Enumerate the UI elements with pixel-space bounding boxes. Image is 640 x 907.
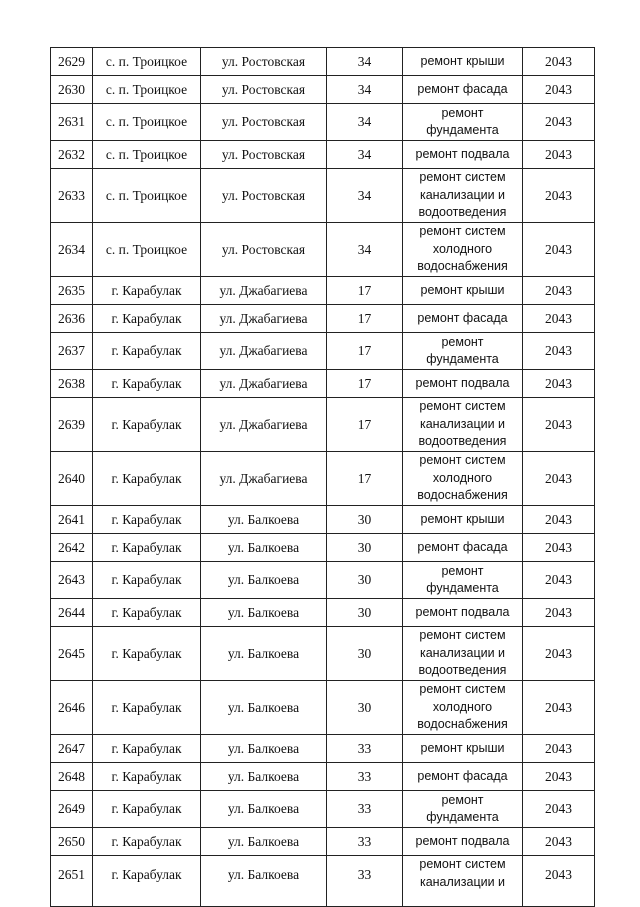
work-type-cell: ремонт подвала (403, 828, 523, 856)
house-number-cell: 30 (327, 562, 403, 599)
house-number-cell: 34 (327, 104, 403, 141)
locality-cell: г. Карабулак (93, 506, 201, 534)
year-cell: 2043 (523, 452, 595, 506)
year-cell: 2043 (523, 506, 595, 534)
house-number-cell: 33 (327, 735, 403, 763)
house-number-cell: 17 (327, 305, 403, 333)
house-number-cell: 17 (327, 452, 403, 506)
house-number-cell: 34 (327, 48, 403, 76)
street-cell: ул. Балкоева (201, 828, 327, 856)
row-number-cell: 2637 (51, 333, 93, 370)
locality-cell: г. Карабулак (93, 305, 201, 333)
house-number-cell: 34 (327, 76, 403, 104)
row-number-cell: 2633 (51, 169, 93, 223)
year-cell: 2043 (523, 370, 595, 398)
row-number-cell: 2640 (51, 452, 93, 506)
house-number-cell: 33 (327, 763, 403, 791)
year-cell: 2043 (523, 627, 595, 681)
table-row (51, 141, 595, 169)
row-number-cell: 2639 (51, 398, 93, 452)
work-type-cell: ремонт фасада (403, 305, 523, 333)
work-type-cell: ремонт фасада (403, 763, 523, 791)
house-number-cell: 34 (327, 223, 403, 277)
year-cell: 2043 (523, 562, 595, 599)
street-cell: ул. Балкоева (201, 534, 327, 562)
year-cell: 2043 (523, 169, 595, 223)
house-number-cell: 17 (327, 398, 403, 452)
locality-cell: г. Карабулак (93, 791, 201, 828)
row-number-cell: 2647 (51, 735, 93, 763)
locality-cell: с. п. Троицкое (93, 141, 201, 169)
work-type-cell: ремонт фундамента (403, 791, 523, 828)
street-cell: ул. Ростовская (201, 223, 327, 277)
street-cell: ул. Джабагиева (201, 333, 327, 370)
table-row (51, 76, 595, 104)
year-cell: 2043 (523, 141, 595, 169)
locality-cell: г. Карабулак (93, 398, 201, 452)
work-type-cell: ремонт фундамента (403, 562, 523, 599)
table-row (51, 828, 595, 856)
street-cell: ул. Ростовская (201, 169, 327, 223)
house-number-cell: 30 (327, 627, 403, 681)
locality-cell: г. Карабулак (93, 277, 201, 305)
row-number-cell: 2650 (51, 828, 93, 856)
row-number-cell: 2635 (51, 277, 93, 305)
work-type-cell: ремонт систем холодного водоснабжения (403, 223, 523, 277)
year-cell: 2043 (523, 305, 595, 333)
house-number-cell: 33 (327, 828, 403, 856)
work-type-cell: ремонт систем холодного водоснабжения (403, 452, 523, 506)
house-number-cell: 17 (327, 277, 403, 305)
table-row (51, 398, 595, 452)
year-cell: 2043 (523, 76, 595, 104)
year-cell: 2043 (523, 763, 595, 791)
locality-cell: г. Карабулак (93, 828, 201, 856)
locality-cell: с. п. Троицкое (93, 48, 201, 76)
work-type-cell: ремонт крыши (403, 277, 523, 305)
locality-cell: г. Карабулак (93, 333, 201, 370)
row-number-cell: 2634 (51, 223, 93, 277)
table-row (51, 599, 595, 627)
table-row (51, 223, 595, 277)
house-number-cell: 34 (327, 169, 403, 223)
table-row (51, 627, 595, 681)
work-type-cell: ремонт систем канализации и водоотведения (403, 398, 523, 452)
repair-schedule-table (50, 47, 595, 907)
row-number-cell: 2642 (51, 534, 93, 562)
work-type-cell: ремонт систем канализации и водоотведения (403, 169, 523, 223)
house-number-cell: 17 (327, 370, 403, 398)
year-cell: 2043 (523, 104, 595, 141)
row-number-cell: 2641 (51, 506, 93, 534)
work-type-cell: ремонт систем канализации и водоотведения (403, 627, 523, 681)
year-cell: 2043 (523, 223, 595, 277)
street-cell: ул. Балкоева (201, 856, 327, 907)
year-cell: 2043 (523, 681, 595, 735)
table-body (51, 48, 595, 907)
street-cell: ул. Джабагиева (201, 370, 327, 398)
table-row (51, 48, 595, 76)
work-type-cell: ремонт подвала (403, 141, 523, 169)
house-number-cell: 30 (327, 534, 403, 562)
row-number-cell: 2644 (51, 599, 93, 627)
street-cell: ул. Ростовская (201, 48, 327, 76)
table-row (51, 562, 595, 599)
locality-cell: г. Карабулак (93, 452, 201, 506)
locality-cell: г. Карабулак (93, 763, 201, 791)
locality-cell: г. Карабулак (93, 681, 201, 735)
street-cell: ул. Ростовская (201, 104, 327, 141)
year-cell: 2043 (523, 398, 595, 452)
year-cell: 2043 (523, 333, 595, 370)
locality-cell: г. Карабулак (93, 534, 201, 562)
row-number-cell: 2636 (51, 305, 93, 333)
row-number-cell: 2645 (51, 627, 93, 681)
house-number-cell: 30 (327, 681, 403, 735)
street-cell: ул. Балкоева (201, 599, 327, 627)
street-cell: ул. Балкоева (201, 735, 327, 763)
street-cell: ул. Балкоева (201, 562, 327, 599)
locality-cell: г. Карабулак (93, 599, 201, 627)
work-type-cell: ремонт крыши (403, 48, 523, 76)
table-row (51, 452, 595, 506)
table-row (51, 169, 595, 223)
row-number-cell: 2643 (51, 562, 93, 599)
work-type-cell: ремонт подвала (403, 370, 523, 398)
street-cell: ул. Джабагиева (201, 305, 327, 333)
row-number-cell: 2646 (51, 681, 93, 735)
year-cell: 2043 (523, 828, 595, 856)
table-row (51, 506, 595, 534)
row-number-cell: 2629 (51, 48, 93, 76)
house-number-cell: 17 (327, 333, 403, 370)
street-cell: ул. Джабагиева (201, 398, 327, 452)
street-cell: ул. Балкоева (201, 763, 327, 791)
work-type-cell: ремонт фасада (403, 534, 523, 562)
year-cell: 2043 (523, 599, 595, 627)
year-cell: 2043 (523, 735, 595, 763)
locality-cell: г. Карабулак (93, 562, 201, 599)
row-number-cell: 2649 (51, 791, 93, 828)
work-type-cell: ремонт крыши (403, 735, 523, 763)
row-number-cell: 2630 (51, 76, 93, 104)
table-row (51, 735, 595, 763)
table-row (51, 333, 595, 370)
table-row (51, 856, 595, 907)
street-cell: ул. Ростовская (201, 141, 327, 169)
street-cell: ул. Балкоева (201, 627, 327, 681)
work-type-cell: ремонт фундамента (403, 333, 523, 370)
street-cell: ул. Балкоева (201, 506, 327, 534)
house-number-cell: 33 (327, 791, 403, 828)
table-row (51, 104, 595, 141)
house-number-cell: 30 (327, 506, 403, 534)
table-row (51, 681, 595, 735)
year-cell: 2043 (523, 534, 595, 562)
work-type-cell: ремонт систем холодного водоснабжения (403, 681, 523, 735)
street-cell: ул. Ростовская (201, 76, 327, 104)
row-number-cell: 2631 (51, 104, 93, 141)
table-row (51, 305, 595, 333)
street-cell: ул. Балкоева (201, 791, 327, 828)
house-number-cell: 34 (327, 141, 403, 169)
work-type-cell: ремонт подвала (403, 599, 523, 627)
house-number-cell: 33 (327, 856, 403, 907)
row-number-cell: 2632 (51, 141, 93, 169)
row-number-cell: 2638 (51, 370, 93, 398)
table-row (51, 277, 595, 305)
year-cell: 2043 (523, 791, 595, 828)
document-page (50, 47, 594, 907)
locality-cell: г. Карабулак (93, 735, 201, 763)
street-cell: ул. Джабагиева (201, 452, 327, 506)
street-cell: ул. Джабагиева (201, 277, 327, 305)
house-number-cell: 30 (327, 599, 403, 627)
locality-cell: г. Карабулак (93, 370, 201, 398)
work-type-cell: ремонт крыши (403, 506, 523, 534)
table-row (51, 534, 595, 562)
work-type-cell: ремонт систем канализации и (403, 856, 523, 907)
table-row (51, 370, 595, 398)
year-cell: 2043 (523, 277, 595, 305)
locality-cell: с. п. Троицкое (93, 76, 201, 104)
locality-cell: с. п. Троицкое (93, 223, 201, 277)
year-cell: 2043 (523, 48, 595, 76)
street-cell: ул. Балкоева (201, 681, 327, 735)
work-type-cell: ремонт фасада (403, 76, 523, 104)
locality-cell: г. Карабулак (93, 627, 201, 681)
locality-cell: с. п. Троицкое (93, 169, 201, 223)
year-cell: 2043 (523, 856, 595, 907)
locality-cell: г. Карабулак (93, 856, 201, 907)
row-number-cell: 2648 (51, 763, 93, 791)
work-type-cell: ремонт фундамента (403, 104, 523, 141)
table-row (51, 763, 595, 791)
table-row (51, 791, 595, 828)
row-number-cell: 2651 (51, 856, 93, 907)
locality-cell: с. п. Троицкое (93, 104, 201, 141)
